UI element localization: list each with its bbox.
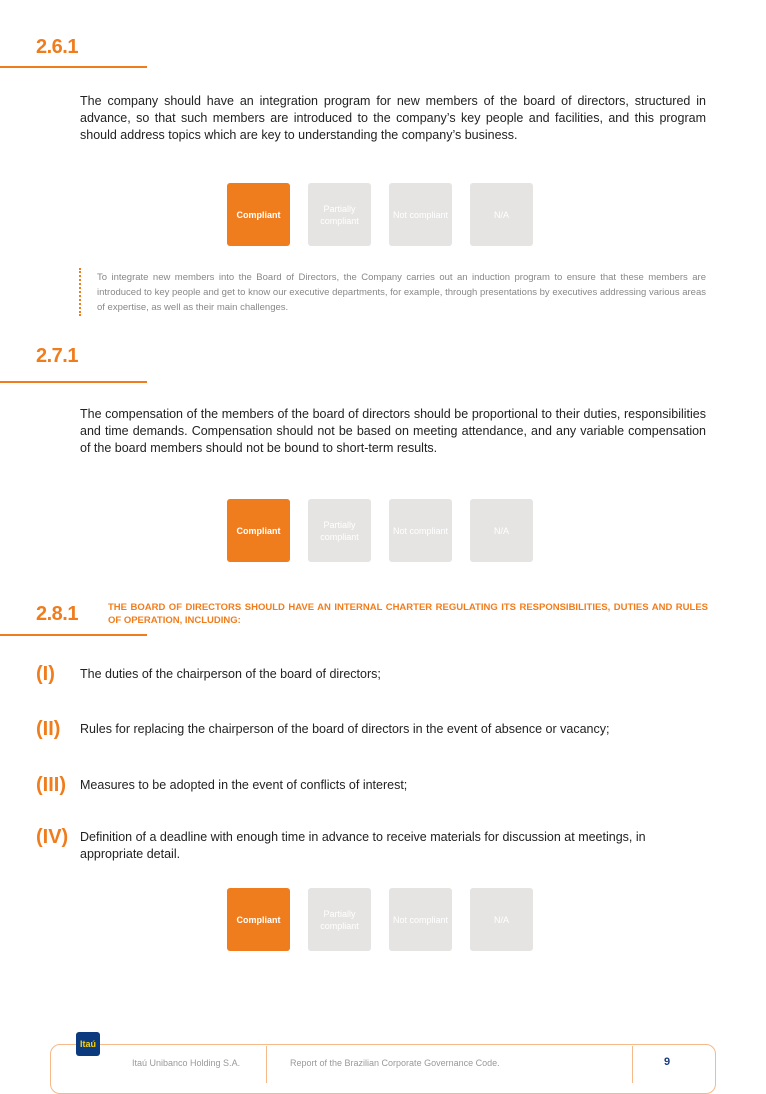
section-number-2-6-1: 2.6.1: [36, 36, 78, 58]
compliance-options-2-7-1: [227, 499, 535, 562]
partially-compliant-box: Partially compliant: [308, 499, 371, 562]
not-compliant-box: Not compliant: [389, 499, 452, 562]
partially-compliant-box: Partially compliant: [308, 888, 371, 951]
na-box: N/A: [470, 499, 533, 562]
section-text-2-7-1: The compensation of the members of the board of directors should be proportional to their duties, responsibilities and time demands. Compensation should not be based on meeting attendance, and any variable compensation of the board members should not be bound to short-term results.: [80, 407, 706, 455]
not-compliant-box: Not compliant: [389, 183, 452, 246]
compliant-box: Compliant: [227, 888, 290, 951]
footer-report-title: Report of the Brazilian Corporate Governance Code.: [290, 1058, 500, 1068]
item-number: (II): [36, 718, 61, 740]
section-note-2-6-1: To integrate new members into the Board of Directors, the Company carries out an induction program to ensure that these members are introduced to key people and get to know our executive departments, for example, through presentations by executives addressing various areas of expertise, as well as their main challenges.: [97, 272, 706, 313]
footer-frame: [50, 1044, 716, 1094]
section-rule: [0, 634, 147, 636]
item-number: (I): [36, 663, 55, 685]
itau-logo: Itaú: [76, 1032, 100, 1056]
section-text-2-6-1: The company should have an integration program for new members of the board of directors, structured in advance, so that such members are introduced to the company’s key people and facilities, and this program should address topics which are key to understanding the company’s business.: [80, 94, 706, 142]
na-box: N/A: [470, 183, 533, 246]
item-number: (IV): [36, 826, 69, 848]
item-text: The duties of the chairperson of the board of directors;: [80, 667, 381, 681]
page-number: 9: [664, 1056, 671, 1068]
section-number-2-8-1: 2.8.1: [36, 603, 78, 625]
footer-company: Itaú Unibanco Holding S.A.: [132, 1058, 241, 1068]
footer-divider: [632, 1046, 633, 1083]
item-number: (III): [36, 774, 66, 796]
section-number-2-7-1: 2.7.1: [36, 345, 78, 367]
section-heading-2-8-1: THE BOARD OF DIRECTORS SHOULD HAVE AN INTERNAL CHARTER REGULATING ITS RESPONSIBILITIES, DUTIES AND RULES OF OPERATION, INCLUDING:: [108, 602, 708, 626]
compliant-box: Compliant: [227, 499, 290, 562]
item-text: Definition of a deadline with enough time in advance to receive materials for discussion at meetings, in appropriate detail.: [80, 830, 646, 861]
note-marker: [79, 268, 81, 316]
item-text: Measures to be adopted in the event of conflicts of interest;: [80, 778, 408, 792]
item-text: Rules for replacing the chairperson of the board of directors in the event of absence or vacancy;: [80, 722, 610, 736]
footer-divider: [266, 1046, 267, 1083]
compliant-box: Compliant: [227, 183, 290, 246]
na-box: N/A: [470, 888, 533, 951]
not-compliant-box: Not compliant: [389, 888, 452, 951]
compliance-options-2-6-1: [227, 183, 535, 246]
compliance-options-2-8-1: [227, 888, 535, 951]
partially-compliant-box: Partially compliant: [308, 183, 371, 246]
section-rule: [0, 381, 147, 383]
section-rule: [0, 66, 147, 68]
